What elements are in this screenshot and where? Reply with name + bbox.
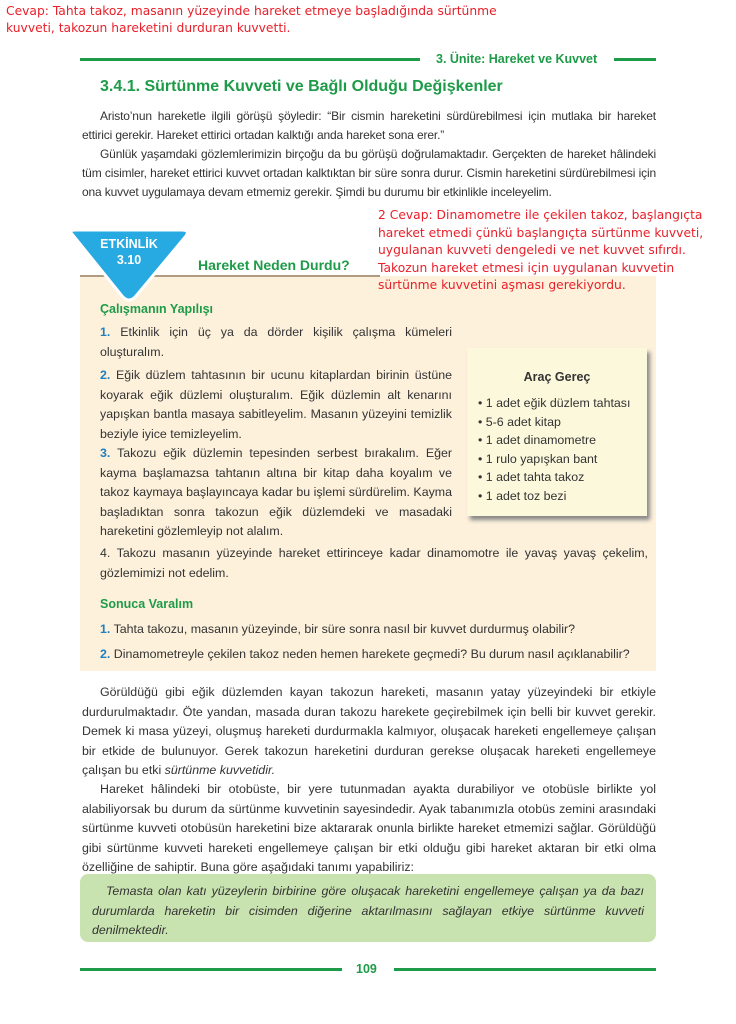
step-text: Etkinlik için üç ya da dörder kişilik çalışma kümeleri oluşturalım.	[100, 325, 452, 359]
intro-paragraph-2: Günlük yaşamdaki gözlemlerimizin birçoğu da bu görüşü doğrulamaktadır. Gerçekten de hareket hâlindeki tüm cisimler, hareket ettirici kuvvet ortadan kalktıktan bir süre sonra durur. Cismin hareketini sürdürebilmesi için ona kuvvet uygulamaya devam etmemiz gerekir. Şimdi bu durumu bir etkinlikle inceleyelim.	[82, 147, 656, 199]
question-number: 1.	[100, 622, 111, 636]
header-rule-right	[614, 58, 656, 61]
body-term: sürtünme kuvvetidir.	[164, 763, 276, 777]
answer-annotation-top: Cevap: Tahta takoz, masanın yüzeyinde hareket etmeye başladığında sürtünme kuvveti, takozun hareketini durduran kuvvetti.	[6, 4, 497, 35]
definition-text: Temasta olan katı yüzeylerin birbirine göre oluşacak hareketini engellemeye çalışan ya da bazı durumlarda hareketin bir cisimden diğerine aktarılmasını sağlayan etkiye sürtünme kuvveti denilmektedir.	[92, 884, 644, 937]
body-paragraph-1	[82, 683, 656, 781]
question-1	[100, 620, 660, 640]
activity-title: Hareket Neden Durdu?	[198, 257, 350, 273]
step-number: 2.	[100, 368, 111, 382]
question-2	[100, 645, 660, 665]
step-number: 4.	[100, 546, 111, 560]
answer-annotation-side: 2 Cevap: Dinamometre ile çekilen takoz, başlangıçta hareket etmedi çünkü başlangıçta sürtünme kuvveti, uygulanan kuvveti dengeledi ve net kuvvet sıfırdı. Takozun hareket etmesi için uygulanan kuvvetin sürtünme kuvvetini aşması gerekiyordu.	[378, 208, 704, 292]
step-text: Takozu masanın yüzeyinde hareket ettirinceye kadar dinamomotre ile yavaş yavaş çekelim, gözlemimizi not edelim.	[100, 546, 649, 580]
materials-box	[467, 348, 647, 516]
materials-heading: Araç Gereç	[523, 370, 591, 384]
footer-rule-right	[394, 968, 656, 971]
step-2	[100, 366, 452, 444]
step-number: 1.	[100, 325, 111, 339]
header-rule-left	[80, 58, 420, 61]
definition-box	[80, 874, 656, 942]
material-item: • 5-6 adet kitap	[478, 414, 561, 429]
activity-badge-label: ETKİNLİK	[100, 237, 158, 251]
material-item: • 1 adet tahta takoz	[478, 470, 585, 485]
material-item: • 1 adet eğik düzlem tahtası	[478, 396, 631, 410]
intro-paragraph-1: Aristo’nun hareketle ilgili görüşü şöyledir: “Bir cismin hareketini sürdürebilmesi için mutlaka bir hareket ettirici gerekir. Hareket ettirici ortadan kalktığı anda hareket sona erer.”	[82, 109, 656, 142]
step-1	[100, 323, 452, 362]
material-item: • 1 adet dinamometre	[478, 433, 596, 448]
step-3	[100, 444, 452, 542]
page-number: 109	[356, 962, 377, 976]
conclusion-heading: Sonuca Varalım	[100, 597, 194, 611]
question-text: Dinamometreyle çekilen takoz neden hemen harekete geçmedi? Bu durum nasıl açıklanabilir?	[113, 647, 630, 661]
step-4	[100, 544, 648, 583]
footer-rule-left	[80, 968, 342, 971]
question-number: 2.	[100, 647, 111, 661]
body-text: Görüldüğü gibi eğik düzlemden kayan takozun hareketi, masanın yatay yüzeyindeki bir etkiyle durdurulmaktadır. Öte yandan, masada duran takozu harekete geçirebilmek için belli bir kuvvet gerekir. Demek ki masa yüzeyi, oluşmuş hareketi durdurmakla kalmıyor, oluşacak hareketi engellemeye çalışan bir etkide de bulunuyor. Gerek takozun hareketini durduran gerekse oluşacak hareketi engellemeye çalışan bu etki	[82, 685, 656, 777]
material-item: • 1 adet toz bezi	[478, 488, 567, 503]
activity-badge-number: 3.10	[116, 253, 142, 267]
section-title: 3.4.1. Sürtünme Kuvveti ve Bağlı Olduğu Değişkenler	[100, 78, 503, 95]
procedure-heading: Çalışmanın Yapılışı	[100, 302, 214, 316]
body-paragraph-2: Hareket hâlindeki bir otobüste, bir yere tutunmadan ayakta durabiliyor ve otobüsle birlikte yol alabiliyorsak bu durum da sürtünme kuvvetinin sayesindedir. Ayak tabanımızla otobüs zemini arasındaki sürtünme kuvveti otobüsün hareketini bize aktararak onunla birlikte hareket etmemizi sağlar. Görüldüğü gibi sürtünme kuvveti hareketi engellemeye çalışan bir etki olduğu gibi hareket aktaran bir etki olma özelliğine de sahiptir. Buna göre aşağıdaki tanımı yapabiliriz:	[82, 782, 656, 874]
question-text: Tahta takozu, masanın yüzeyinde, bir süre sonra nasıl bir kuvvet durdurmuş olabilir?	[113, 622, 575, 636]
unit-header: 3. Ünite: Hareket ve Kuvvet	[436, 52, 598, 66]
step-text: Eğik düzlem tahtasının bir ucunu kitaplardan birinin üstüne koyarak eğik düzlemi oluşturalım. Eğik düzlemin alt kenarını yapışkan bantla masaya sabitleyelim. Masanın yüzeyini temizlik beziyle iyice temizleyelim.	[100, 368, 452, 441]
step-text: Takozu eğik düzlemin tepesinden serbest bırakalım. Eğer kayma başlamazsa tahtanın altına bir kitap daha koyalım ve takoz kaymaya başlayıncaya kadar bu işlemi sürdürelim. Kayma başladıktan sonra takozun eğik düzlemdeki ve masadaki hareketini gözlemleyip not alalım.	[100, 446, 453, 538]
step-number: 3.	[100, 446, 111, 460]
material-item: • 1 rulo yapışkan bant	[478, 451, 598, 466]
